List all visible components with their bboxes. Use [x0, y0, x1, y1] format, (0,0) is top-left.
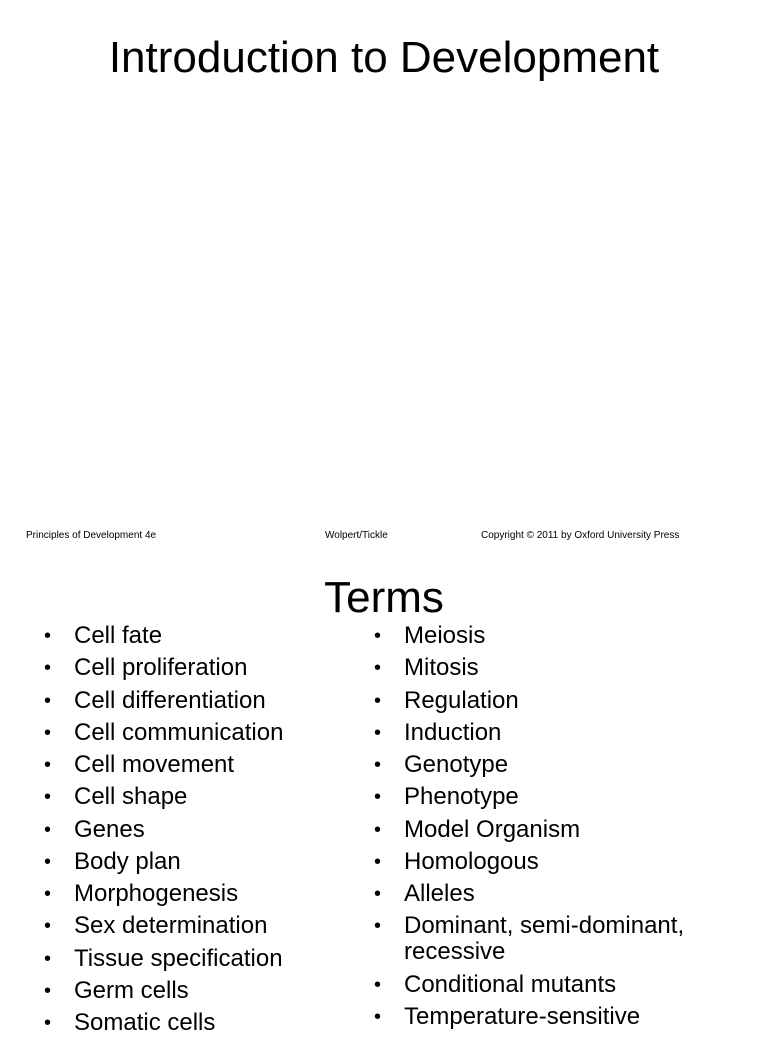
term-label: Induction [404, 718, 502, 746]
bullet-icon: • [374, 754, 382, 776]
term-label: Cell proliferation [74, 654, 248, 682]
bullet-icon: • [374, 915, 382, 938]
term-item [374, 720, 744, 746]
footer-book-title: Principles of Development 4e [26, 530, 157, 541]
footer-copyright: Copyright © 2011 by Oxford University Press [481, 530, 680, 541]
term-item [44, 784, 344, 810]
bullet-icon: • [374, 850, 382, 873]
term-label: Cell movement [74, 751, 235, 778]
term-item [44, 849, 344, 875]
bullet-icon: • [44, 754, 52, 776]
bullet-icon: • [44, 883, 52, 905]
term-label: Mitosis [404, 654, 479, 682]
term-item [374, 655, 744, 681]
term-label: Dominant, semi-dominant, recessive [404, 912, 685, 966]
term-item [374, 688, 744, 714]
term-label: Cell differentiation [74, 686, 266, 714]
bullet-icon: • [374, 786, 382, 809]
term-label: Phenotype [404, 783, 519, 811]
bullet-icon: • [374, 657, 382, 680]
term-label: Somatic cells [74, 1009, 216, 1036]
bullet-icon: • [44, 625, 52, 647]
bullet-icon: • [374, 973, 382, 996]
terms-title: Terms [324, 573, 444, 622]
term-label: Genotype [404, 751, 509, 778]
bullet-icon: • [374, 625, 382, 647]
bullet-icon: • [44, 786, 52, 809]
bullet-icon: • [374, 883, 382, 905]
term-item [374, 913, 744, 965]
term-item [44, 655, 344, 681]
term-item [44, 752, 344, 778]
term-label: Genes [74, 815, 145, 843]
term-label: Model Organism [404, 815, 581, 843]
term-item [374, 623, 744, 649]
term-label: Alleles [404, 880, 475, 907]
term-label: Regulation [404, 686, 519, 714]
term-label: Conditional mutants [404, 970, 617, 998]
term-item [374, 784, 744, 810]
terms-list-right [374, 623, 744, 1036]
bullet-icon: • [44, 947, 52, 970]
footer-authors: Wolpert/Tickle [325, 530, 388, 541]
bullet-icon: • [44, 915, 52, 938]
term-item [374, 849, 744, 875]
term-item [374, 1004, 744, 1030]
term-label: Body plan [74, 847, 181, 875]
term-item [44, 881, 344, 907]
term-label: Cell shape [74, 783, 188, 811]
bullet-icon: • [44, 979, 52, 1002]
term-label: Tissue specification [74, 944, 283, 972]
bullet-icon: • [374, 721, 382, 744]
term-item [44, 623, 344, 649]
bullet-icon: • [44, 850, 52, 873]
bullet-icon: • [44, 818, 52, 841]
term-item [44, 720, 344, 746]
bullet-icon: • [374, 689, 382, 712]
term-label: Homologous [404, 847, 539, 875]
term-label: Temperature-sensitive [404, 1002, 641, 1030]
term-item [374, 817, 744, 843]
term-item [44, 978, 344, 1004]
term-item [374, 881, 744, 907]
bullet-icon: • [374, 818, 382, 841]
term-item [44, 688, 344, 714]
term-item [44, 817, 344, 843]
term-label: Cell fate [74, 622, 163, 649]
term-item [44, 946, 344, 972]
terms-list-left [44, 623, 344, 1042]
bullet-icon: • [44, 689, 52, 712]
term-item [374, 972, 744, 998]
term-label: Sex determination [74, 912, 268, 940]
term-item [44, 1010, 344, 1036]
term-item [44, 913, 344, 939]
term-label: Cell communication [74, 718, 284, 746]
term-item [374, 752, 744, 778]
slide-title: Introduction to Development [108, 33, 660, 82]
bullet-icon: • [374, 1005, 382, 1028]
bullet-icon: • [44, 1012, 52, 1034]
term-label: Meiosis [404, 622, 486, 649]
bullet-icon: • [44, 657, 52, 680]
term-label: Germ cells [74, 976, 189, 1004]
bullet-icon: • [44, 721, 52, 744]
term-label: Morphogenesis [74, 880, 239, 907]
